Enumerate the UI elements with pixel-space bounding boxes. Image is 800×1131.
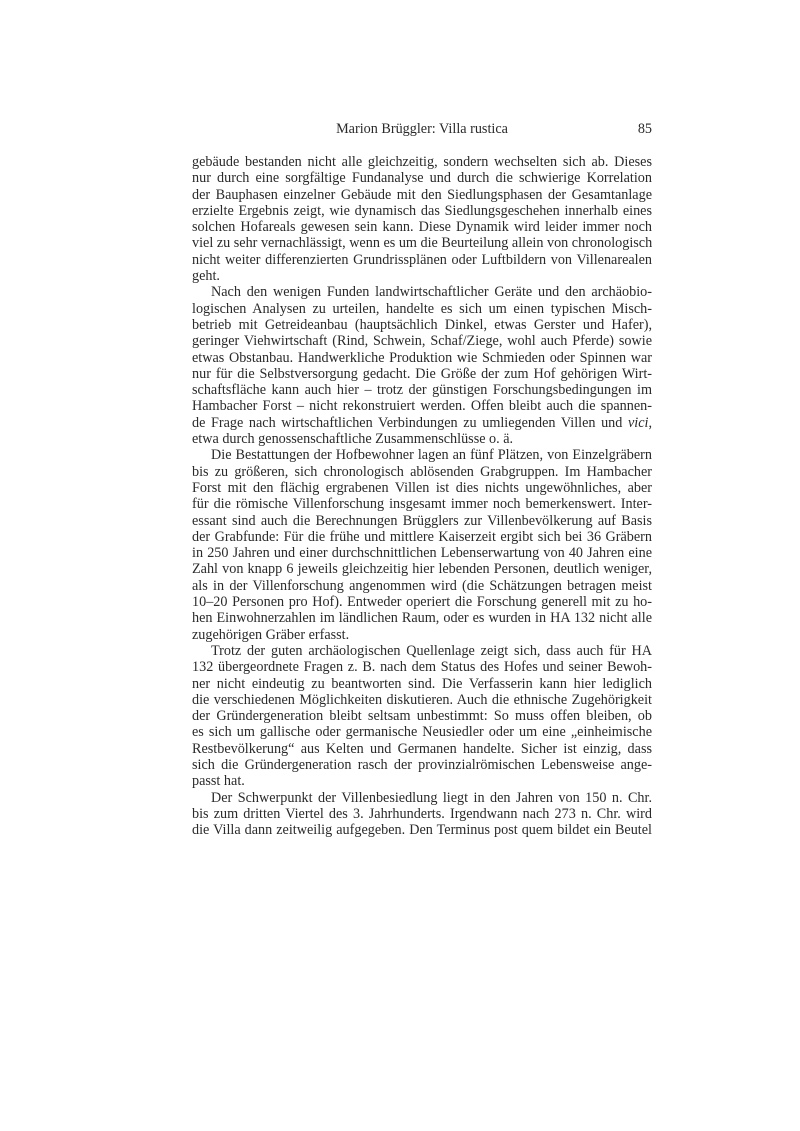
text-line — [192, 415, 652, 431]
text-line: ner nicht eindeutig zu beantworten sind. Die Verfasserin kann hier lediglich — [192, 675, 652, 692]
text-line: in 250 Jahren und einer durchschnittlichen Lebenserwartung von 40 Jahren eine — [192, 545, 652, 562]
text-line: Die Bestattungen der Hofbewohner lagen an fünf Plätzen, von Einzelgräbern — [211, 447, 652, 464]
text-line: logischen Analysen zu urteilen, handelte es sich um einen typischen Misch- — [192, 300, 652, 317]
text-line: solchen Hofareals gewesen sein kann. Diese Dynamik wird leider immer noch — [192, 219, 652, 236]
text-fragment: , — [648, 414, 652, 431]
text-line: hen Einwohnerzahlen im ländlichen Raum, oder es wurden in HA 132 nicht alle — [192, 610, 652, 627]
paragraph-5 — [192, 790, 652, 839]
text-line: geht. — [192, 268, 220, 285]
text-line: als in der Villenforschung angenommen wird (die Schätzungen betragen meist — [192, 577, 652, 594]
text-line: 132 übergeordnete Fragen z. B. nach dem Status des Hofes und seiner Bewoh- — [192, 659, 652, 676]
paragraph-2 — [192, 284, 652, 447]
text-line: bis zum dritten Viertel des 3. Jahrhunderts. Irgendwann nach 273 n. Chr. wird — [192, 805, 652, 822]
text-line: die verschiedenen Möglichkeiten diskutieren. Auch die ethnische Zugehörigkeit — [192, 691, 652, 708]
text-line: es sich um gallische oder germanische Neusiedler oder um eine „einheimische — [192, 724, 652, 741]
running-header — [192, 120, 652, 138]
italic-term: vici — [627, 414, 649, 431]
text-line: bis zu größeren, sich chronologisch ablösenden Grabgruppen. Im Hambacher — [192, 463, 652, 480]
text-line: geringer Viehwirtschaft (Rind, Schwein, Schaf/Ziege, wohl auch Pferde) sowie — [192, 333, 652, 350]
text-line: für die römische Villenforschung insgesamt immer noch bemerkenswert. Inter- — [192, 496, 652, 513]
text-line: nicht weiter differenzierten Grundrissplänen oder Luftbildern von Villenarealen — [192, 251, 652, 268]
text-line: etwas Obstanbau. Handwerkliche Produktion wie Schmieden oder Spinnen war — [192, 349, 652, 366]
paragraph-4 — [192, 643, 652, 790]
text-line: Zahl von knapp 6 jeweils gleichzeitig hier lebenden Personen, deutlich weniger, — [192, 561, 652, 578]
paragraph-1 — [192, 154, 652, 284]
body-text — [192, 154, 652, 838]
text-line: betrieb mit Getreideanbau (hauptsächlich Dinkel, etwas Gerster und Hafer), — [192, 316, 652, 333]
text-line: sich die Gründergeneration rasch der provinzialrömischen Lebensweise ange- — [192, 756, 652, 773]
text-line: viel zu sehr vernachlässigt, wenn es um die Beurteilung allein von chronologisch — [192, 235, 653, 252]
text-line: etwa durch genossenschaftliche Zusammenschlüsse o. ä. — [192, 431, 514, 448]
text-line: Hambacher Forst – nicht rekonstruiert werden. Offen bleibt auch die spannen- — [192, 398, 652, 415]
text-line: Trotz der guten archäologischen Quellenlage zeigt sich, dass auch für HA — [211, 642, 652, 659]
text-line: zugehörigen Gräber erfasst. — [192, 626, 350, 643]
text-line: Nach den wenigen Funden landwirtschaftlicher Geräte und den archäobio- — [211, 284, 652, 301]
paragraph-3 — [192, 447, 652, 643]
text-line: passt hat. — [192, 773, 245, 790]
text-line: der Bauphasen einzelner Gebäude mit den Siedlungsphasen der Gesamtanlage — [192, 186, 652, 203]
running-title: Marion Brüggler: Villa rustica — [336, 121, 508, 137]
text-line: der Gründergeneration bleibt seltsam unbestimmt: So muss offen bleiben, ob — [192, 708, 652, 725]
text-line: nur für die Selbstversorgung gedacht. Die Größe der zum Hof gehörigen Wirt- — [192, 365, 652, 382]
text-line: Restbevölkerung“ aus Kelten und Germanen handelte. Sicher ist einzig, dass — [192, 740, 652, 757]
text-line: Forst mit den flächig ergrabenen Villen ist dies nichts ungewöhnliches, aber — [192, 479, 652, 496]
page-number: 85 — [637, 121, 652, 137]
text-line: 10–20 Personen pro Hof). Entweder operiert die Forschung generell mit zu ho- — [192, 594, 652, 611]
text-line: nur durch eine sorgfältige Fundanalyse und durch die schwierige Korrelation — [192, 170, 652, 187]
text-line: erzielte Ergebnis zeigt, wie dynamisch das Siedlungsgeschehen innerhalb eines — [192, 202, 652, 219]
text-fragment: de Frage nach wirtschaftlichen Verbindungen zu umliegenden Villen und — [192, 414, 628, 431]
text-line: gebäude bestanden nicht alle gleichzeitig, sondern wechselten sich ab. Dieses — [192, 154, 652, 170]
text-line: Der Schwerpunkt der Villenbesiedlung liegt in den Jahren von 150 n. Chr. — [211, 789, 652, 806]
text-line: der Grabfunde: Für die frühe und mittlere Kaiserzeit ergibt sich bei 36 Gräbern — [192, 528, 652, 545]
text-line: essant sind auch die Berechnungen Brügglers zur Villenbevölkerung auf Basis — [192, 512, 652, 529]
text-line: die Villa dann zeitweilig aufgegeben. Den Terminus post quem bildet ein Beutel — [192, 822, 652, 839]
text-line: schaftsfläche kann auch hier – trotz der günstigen Forschungsbedingungen im — [192, 382, 652, 399]
